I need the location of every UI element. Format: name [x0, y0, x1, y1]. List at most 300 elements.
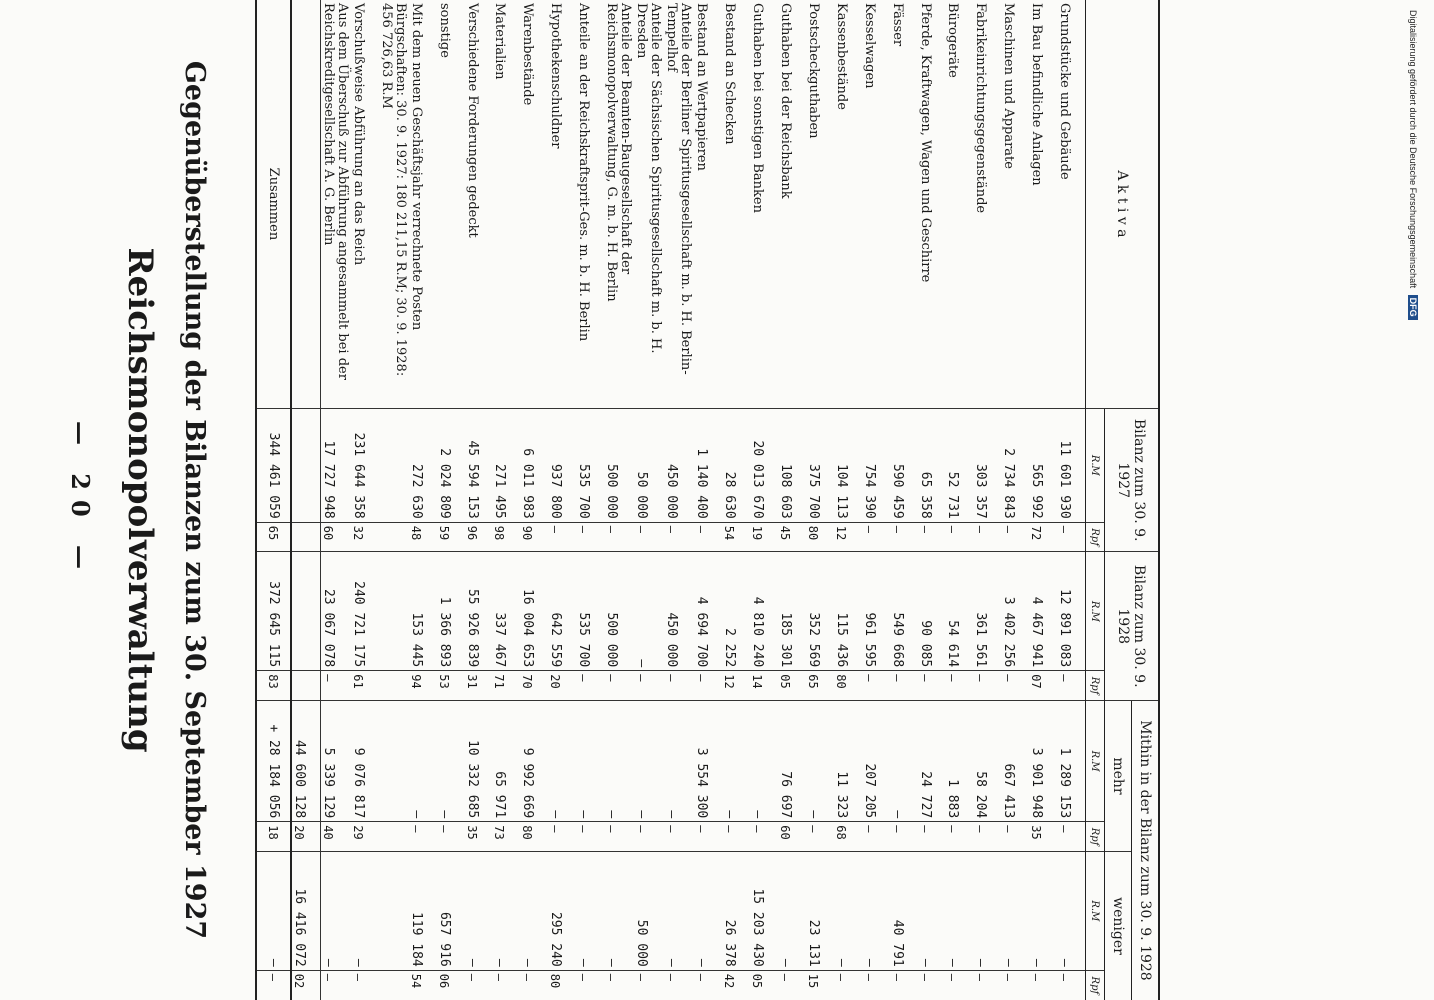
cell-mehr-rm: — — [806, 700, 834, 821]
page-number: — 20 — — [66, 420, 95, 580]
cell-mehr-rm: 76 697 — [778, 700, 806, 821]
cell-mehr-pf: 73 — [492, 822, 520, 852]
cell-weniger-pf: — — [520, 970, 548, 1000]
cell-b27-pf — [379, 522, 409, 552]
cell-b27-pf: 12 — [834, 522, 862, 552]
row-label: Bestand an Wertpapieren — [694, 0, 722, 408]
header-mehr: mehr — [1105, 700, 1132, 851]
row-label: Maschinen und Apparate — [1001, 0, 1029, 408]
cell-b28-pf: 12 — [722, 671, 750, 701]
cell-mehr-rm: 24 727 — [918, 700, 946, 821]
cell-mehr-pf: — — [548, 822, 576, 852]
cell-mehr-pf: — — [806, 822, 834, 852]
row-label: Im Bau befindliche Anlagen — [1029, 0, 1057, 408]
cell-weniger-pf: — — [604, 970, 634, 1000]
funding-notice — [1408, 10, 1418, 320]
cell-b28-rm: 450 000 — [664, 552, 694, 671]
table-row — [520, 0, 548, 1000]
cell-weniger-rm: 26 378 — [722, 851, 750, 970]
cell-b27-pf: 80 — [806, 522, 834, 552]
row-label: Materialien — [492, 0, 520, 408]
row-label: Anteile der Sächsischen Spiritusgesellschaft m. b. H. Dresden — [634, 0, 664, 408]
cell-weniger-pf: — — [351, 970, 379, 1000]
cell-mehr-pf: — — [750, 822, 778, 852]
cell-b27-pf: — — [548, 522, 576, 552]
cell-weniger-rm: — — [945, 851, 973, 970]
funding-notice-text: Digitalisierung gefördert durch die Deutsche Forschungsgemeinschaft — [1408, 10, 1418, 289]
cell-weniger-rm: — — [862, 851, 890, 970]
cell-b27-rm: 20 013 670 — [750, 408, 778, 522]
header-weniger: weniger — [1105, 851, 1132, 1000]
row-label: Fabrikeinrichtungsgegenstände — [973, 0, 1001, 408]
cell-weniger-rm: — — [465, 851, 493, 970]
cell-mehr-pf: — — [862, 822, 890, 852]
row-label: Bestand an Schecken — [722, 0, 750, 408]
cell-weniger-rm: — — [320, 851, 351, 970]
table-row — [351, 0, 379, 1000]
row-label: Verschiedene Forderungen gedeckt — [465, 0, 493, 408]
cell-b27-rm: 50 000 — [634, 408, 664, 522]
total-b27-rm: 344 461 059 — [256, 408, 291, 522]
cell-b27-pf: — — [576, 522, 604, 552]
table-row — [604, 0, 634, 1000]
table-row — [320, 0, 351, 1000]
cell-b27-pf: — — [973, 522, 1001, 552]
row-label: Warenbestände — [520, 0, 548, 408]
table-row — [1001, 0, 1029, 1000]
cell-mehr-rm: 9 076 817 — [351, 700, 379, 821]
cell-b28-rm: 115 436 — [834, 552, 862, 671]
cell-b27-rm: 2 024 809 — [437, 408, 465, 522]
cell-weniger-rm: — — [973, 851, 1001, 970]
cell-mehr-pf: — — [1057, 822, 1085, 852]
row-label: Kassenbestände — [834, 0, 862, 408]
cell-b27-rm: 6 011 983 — [520, 408, 548, 522]
header-rm: R.M — [1086, 552, 1105, 671]
row-label: Mit dem neuen Geschäftsjahr verrechnete Posten — [409, 0, 437, 408]
subtotal-row — [291, 0, 321, 1000]
cell-b28-rm: 153 445 — [409, 552, 437, 671]
cell-mehr-pf: — — [890, 822, 918, 852]
cell-mehr-pf: 40 — [320, 822, 351, 852]
cell-mehr-rm: — — [634, 700, 664, 821]
cell-b28-pf: 20 — [548, 671, 576, 701]
cell-b28-pf: — — [918, 671, 946, 701]
cell-weniger-rm: — — [492, 851, 520, 970]
cell-weniger-rm: — — [918, 851, 946, 970]
cell-mehr-pf: 68 — [834, 822, 862, 852]
cell-b27-rm: 303 357 — [973, 408, 1001, 522]
cell-mehr-rm: — — [750, 700, 778, 821]
table-row — [973, 0, 1001, 1000]
cell-b27-rm: 535 700 — [576, 408, 604, 522]
cell-weniger-rm — [379, 851, 409, 970]
cell-b28-rm: 500 000 — [604, 552, 634, 671]
cell-weniger-pf: 42 — [722, 970, 750, 1000]
balance-table — [255, 0, 1160, 1000]
row-label: Anteile der Beamten-Baugesellschaft der Reichsmonopolverwaltung, G. m. b. H. Berlin — [604, 0, 634, 408]
cell-b28-pf: 65 — [806, 671, 834, 701]
cell-mehr-pf: 35 — [465, 822, 493, 852]
row-label: Fässer — [890, 0, 918, 408]
table-row — [492, 0, 520, 1000]
cell-b28-rm: 16 004 653 — [520, 552, 548, 671]
dfg-logo: DFG — [1408, 295, 1418, 320]
cell-mehr-rm: — — [890, 700, 918, 821]
cell-weniger-pf: — — [1057, 970, 1085, 1000]
cell-b27-rm: 52 731 — [945, 408, 973, 522]
cell-b27-rm: 937 800 — [548, 408, 576, 522]
table-row — [750, 0, 778, 1000]
cell-mehr-rm: — — [548, 700, 576, 821]
row-label: Anteile der Berliner Spiritusgesellschaft m. b. H. Berlin-Tempelhof — [664, 0, 694, 408]
row-label: Pferde, Kraftwagen, Wagen und Geschirre — [918, 0, 946, 408]
row-label: Grundstücke und Gebäude — [1057, 0, 1085, 408]
page-title: Reichsmonopolverwaltung — [120, 247, 160, 753]
cell-weniger-rm: — — [520, 851, 548, 970]
row-label: Kesselwagen — [862, 0, 890, 408]
cell-mehr-rm: — — [576, 700, 604, 821]
cell-weniger-rm: 295 240 — [548, 851, 576, 970]
header-rm: R.M — [1086, 408, 1105, 522]
cell-mehr-rm: — — [409, 700, 437, 821]
cell-b27-rm: 11 601 930 — [1057, 408, 1085, 522]
cell-mehr-pf: 80 — [520, 822, 548, 852]
cell-b28-pf: — — [320, 671, 351, 701]
total-mehr-rm: + 28 184 056 — [256, 700, 291, 821]
cell-b28-rm: 535 700 — [576, 552, 604, 671]
cell-b28-pf: 07 — [1029, 671, 1057, 701]
cell-b28-rm: 4 810 240 — [750, 552, 778, 671]
cell-weniger-pf: — — [664, 970, 694, 1000]
cell-b27-rm: 375 700 — [806, 408, 834, 522]
cell-b27-pf: 54 — [722, 522, 750, 552]
table-row — [834, 0, 862, 1000]
total-weniger-rm: — — [256, 851, 291, 970]
cell-b27-pf: 48 — [409, 522, 437, 552]
cell-mehr-rm: — — [664, 700, 694, 821]
cell-weniger-rm: — — [1029, 851, 1057, 970]
cell-b28-rm: 1 366 893 — [437, 552, 465, 671]
cell-b28-pf: 53 — [437, 671, 465, 701]
cell-weniger-rm: — — [778, 851, 806, 970]
cell-b28-pf: — — [973, 671, 1001, 701]
cell-weniger-rm: — — [351, 851, 379, 970]
cell-mehr-rm: 3 554 300 — [694, 700, 722, 821]
cell-mehr-pf: 29 — [351, 822, 379, 852]
cell-b27-rm — [379, 408, 409, 522]
cell-b27-rm: 565 992 — [1029, 408, 1057, 522]
cell-weniger-pf: 05 — [750, 970, 778, 1000]
cell-b28-pf: 31 — [465, 671, 493, 701]
cell-b28-pf: — — [694, 671, 722, 701]
table-row — [437, 0, 465, 1000]
cell-b28-pf: 71 — [492, 671, 520, 701]
page-subtitle: Gegenüberstellung der Bilanzen zum 30. September 1927 — [179, 60, 210, 940]
cell-weniger-pf: — — [492, 970, 520, 1000]
cell-b28-rm: 961 595 — [862, 552, 890, 671]
cell-mehr-pf: — — [945, 822, 973, 852]
row-label: Guthaben bei der Reichsbank — [778, 0, 806, 408]
cell-b28-rm: 23 067 078 — [320, 552, 351, 671]
table-row — [918, 0, 946, 1000]
cell-mehr-rm: 667 413 — [1001, 700, 1029, 821]
cell-b28-pf: — — [604, 671, 634, 701]
cell-mehr-rm: 3 901 948 — [1029, 700, 1057, 821]
cell-b28-rm: 240 721 175 — [351, 552, 379, 671]
table-row — [409, 0, 437, 1000]
row-label: sonstige — [437, 0, 465, 408]
cell-b28-rm: 642 559 — [548, 552, 576, 671]
cell-b28-pf: 94 — [409, 671, 437, 701]
cell-weniger-pf: — — [778, 970, 806, 1000]
cell-mehr-pf: — — [437, 822, 465, 852]
header-rpf: Rpf — [1086, 522, 1105, 552]
cell-b28-rm: 3 402 256 — [1001, 552, 1029, 671]
cell-mehr-pf: — — [604, 822, 634, 852]
total-weniger-pf: — — [256, 970, 291, 1000]
header-rpf: Rpf — [1086, 822, 1105, 852]
cell-b27-pf: — — [634, 522, 664, 552]
cell-b28-rm: 185 301 — [778, 552, 806, 671]
cell-b28-pf — [379, 671, 409, 701]
table-row — [862, 0, 890, 1000]
header-rpf: Rpf — [1086, 970, 1105, 1000]
cell-mehr-rm: 207 205 — [862, 700, 890, 821]
cell-b28-rm — [379, 552, 409, 671]
cell-b27-pf: — — [918, 522, 946, 552]
cell-b28-rm: 549 668 — [890, 552, 918, 671]
cell-b27-rm: 104 113 — [834, 408, 862, 522]
cell-mehr-rm: — — [722, 700, 750, 821]
cell-weniger-pf: — — [890, 970, 918, 1000]
cell-mehr-pf: — — [634, 822, 664, 852]
cell-b28-pf: 80 — [834, 671, 862, 701]
cell-mehr-rm: 1 289 153 — [1057, 700, 1085, 821]
cell-b27-pf: — — [862, 522, 890, 552]
table-row — [379, 0, 409, 1000]
cell-weniger-pf: — — [862, 970, 890, 1000]
cell-b27-pf: — — [945, 522, 973, 552]
subtotal-empty — [291, 522, 321, 552]
cell-b27-rm: 450 000 — [664, 408, 694, 522]
cell-weniger-rm: — — [1001, 851, 1029, 970]
cell-weniger-rm: 119 184 — [409, 851, 437, 970]
cell-b28-rm: 4 467 941 — [1029, 552, 1057, 671]
cell-weniger-pf — [379, 970, 409, 1000]
cell-b27-rm: 272 630 — [409, 408, 437, 522]
cell-b28-rm: 337 467 — [492, 552, 520, 671]
cell-mehr-pf — [379, 822, 409, 852]
cell-mehr-rm: — — [604, 700, 634, 821]
cell-weniger-rm: 40 791 — [890, 851, 918, 970]
row-label: Vorschußweise Abführung an das Reich — [351, 0, 379, 408]
cell-mehr-rm: 9 992 669 — [520, 700, 548, 821]
total-mehr-pf: 18 — [256, 822, 291, 852]
cell-b28-rm: 4 694 700 — [694, 552, 722, 671]
table-row — [722, 0, 750, 1000]
header-mithin: Mithin in der Bilanz zum 30. 9. 1928 — [1132, 700, 1160, 1000]
cell-weniger-pf: — — [945, 970, 973, 1000]
cell-weniger-pf: — — [576, 970, 604, 1000]
cell-b28-pf: — — [945, 671, 973, 701]
cell-b28-pf: — — [576, 671, 604, 701]
cell-b28-pf: 05 — [778, 671, 806, 701]
cell-b28-pf: — — [1001, 671, 1029, 701]
cell-b28-rm: 361 561 — [973, 552, 1001, 671]
subtotal-label — [291, 0, 321, 408]
row-label: Postscheckguthaben — [806, 0, 834, 408]
cell-b28-pf: 70 — [520, 671, 548, 701]
total-b27-pf: 65 — [256, 522, 291, 552]
cell-b28-pf: — — [634, 671, 664, 701]
cell-mehr-pf: — — [1001, 822, 1029, 852]
cell-b27-pf: — — [1057, 522, 1085, 552]
cell-mehr-pf: 60 — [778, 822, 806, 852]
cell-mehr-pf: — — [409, 822, 437, 852]
cell-weniger-rm: — — [834, 851, 862, 970]
cell-mehr-rm: 1 883 — [945, 700, 973, 821]
cell-mehr-rm: 65 971 — [492, 700, 520, 821]
cell-weniger-rm: — — [576, 851, 604, 970]
total-row — [256, 0, 291, 1000]
cell-mehr-rm: 10 332 685 — [465, 700, 493, 821]
cell-weniger-pf: — — [918, 970, 946, 1000]
cell-mehr-pf: — — [694, 822, 722, 852]
cell-b27-pf: 32 — [351, 522, 379, 552]
row-label: Guthaben bei sonstigen Banken — [750, 0, 778, 408]
cell-b28-rm: 352 569 — [806, 552, 834, 671]
cell-b27-rm: 17 727 948 — [320, 408, 351, 522]
cell-mehr-rm: — — [437, 700, 465, 821]
table-row — [1057, 0, 1085, 1000]
cell-b27-pf: — — [664, 522, 694, 552]
table-row — [1029, 0, 1057, 1000]
header-bilanz-1927: Bilanz zum 30. 9. 1927 — [1105, 408, 1160, 552]
cell-b27-rm: 271 495 — [492, 408, 520, 522]
cell-mehr-rm — [379, 700, 409, 821]
cell-b27-rm: 28 630 — [722, 408, 750, 522]
table-row — [945, 0, 973, 1000]
cell-b27-pf: 59 — [437, 522, 465, 552]
subtotal-weniger-rm: 16 416 072 — [291, 851, 321, 970]
subtotal-empty — [291, 408, 321, 522]
table-row — [664, 0, 694, 1000]
cell-weniger-rm: — — [664, 851, 694, 970]
cell-mehr-pf: — — [664, 822, 694, 852]
cell-weniger-pf: — — [834, 970, 862, 1000]
cell-b27-pf: 90 — [520, 522, 548, 552]
cell-b27-pf: — — [1001, 522, 1029, 552]
cell-b27-rm: 45 594 153 — [465, 408, 493, 522]
cell-b28-rm: 12 891 083 — [1057, 552, 1085, 671]
row-label: Bürogeräte — [945, 0, 973, 408]
row-label: Aus dem Überschuß zur Abführung angesammelt bei der Reichskreditgesellschaft A. G. Berlin — [320, 0, 351, 408]
total-b28-pf: 83 — [256, 671, 291, 701]
row-label: Hypothekenschuldner — [548, 0, 576, 408]
cell-weniger-pf: 54 — [409, 970, 437, 1000]
row-label: Bürgschaften: 30. 9. 1927: 180 211,15 R.M; 30. 9. 1928: 456 726,63 R.M — [379, 0, 409, 408]
cell-b28-pf: — — [862, 671, 890, 701]
cell-b27-rm: 500 000 — [604, 408, 634, 522]
cell-b28-pf: — — [1057, 671, 1085, 701]
cell-b28-rm: 90 085 — [918, 552, 946, 671]
header-rm: R.M — [1086, 851, 1105, 970]
cell-mehr-pf: — — [973, 822, 1001, 852]
cell-weniger-pf: — — [634, 970, 664, 1000]
cell-weniger-pf: 15 — [806, 970, 834, 1000]
cell-weniger-pf: — — [465, 970, 493, 1000]
cell-mehr-rm: 5 339 129 — [320, 700, 351, 821]
header-rpf: Rpf — [1086, 671, 1105, 701]
table-body — [256, 0, 1086, 1000]
header-bilanz-1928: Bilanz zum 30. 9. 1928 — [1105, 552, 1160, 701]
cell-weniger-rm: 657 916 — [437, 851, 465, 970]
cell-mehr-rm: 58 204 — [973, 700, 1001, 821]
cell-b28-pf: — — [890, 671, 918, 701]
subtotal-mehr-pf: 20 — [291, 822, 321, 852]
subtotal-weniger-pf: 02 — [291, 970, 321, 1000]
cell-b28-rm: 55 926 839 — [465, 552, 493, 671]
cell-b27-rm: 231 644 358 — [351, 408, 379, 522]
cell-b28-pf: 61 — [351, 671, 379, 701]
cell-weniger-rm: — — [694, 851, 722, 970]
cell-weniger-rm: 23 131 — [806, 851, 834, 970]
cell-weniger-pf: — — [694, 970, 722, 1000]
cell-mehr-pf: — — [918, 822, 946, 852]
subtotal-empty — [291, 671, 321, 701]
total-label: Zusammen — [256, 0, 291, 408]
table-row — [634, 0, 664, 1000]
cell-b28-pf: 14 — [750, 671, 778, 701]
table-row — [890, 0, 918, 1000]
cell-b27-rm: 590 459 — [890, 408, 918, 522]
header-rm: R.M — [1086, 700, 1105, 821]
cell-b27-rm: 754 390 — [862, 408, 890, 522]
cell-b27-rm: 2 734 843 — [1001, 408, 1029, 522]
table-row — [806, 0, 834, 1000]
table-row — [548, 0, 576, 1000]
cell-mehr-pf: 35 — [1029, 822, 1057, 852]
cell-weniger-rm: — — [604, 851, 634, 970]
table-row — [465, 0, 493, 1000]
cell-b28-rm: 2 252 — [722, 552, 750, 671]
cell-b27-pf: 60 — [320, 522, 351, 552]
cell-b27-rm: 65 358 — [918, 408, 946, 522]
cell-b27-pf: 96 — [465, 522, 493, 552]
cell-b27-rm: 108 603 — [778, 408, 806, 522]
cell-b28-pf: — — [664, 671, 694, 701]
row-label: Anteile an der Reichskraftsprit-Ges. m. b. H. Berlin — [576, 0, 604, 408]
cell-weniger-pf: — — [973, 970, 1001, 1000]
cell-b27-pf: 45 — [778, 522, 806, 552]
cell-mehr-rm: 11 323 — [834, 700, 862, 821]
cell-b27-pf: 19 — [750, 522, 778, 552]
cell-weniger-pf: 06 — [437, 970, 465, 1000]
table-row — [576, 0, 604, 1000]
cell-weniger-rm: 15 203 430 — [750, 851, 778, 970]
cell-b27-rm: 1 140 400 — [694, 408, 722, 522]
header-aktiva: A k t i v a — [1086, 0, 1160, 408]
cell-mehr-pf: — — [576, 822, 604, 852]
cell-b27-pf: 72 — [1029, 522, 1057, 552]
cell-b28-rm: — — [634, 552, 664, 671]
cell-weniger-pf: — — [1029, 970, 1057, 1000]
cell-weniger-rm: — — [1057, 851, 1085, 970]
subtotal-mehr-rm: 44 600 128 — [291, 700, 321, 821]
cell-weniger-pf: — — [320, 970, 351, 1000]
cell-b27-pf: — — [694, 522, 722, 552]
